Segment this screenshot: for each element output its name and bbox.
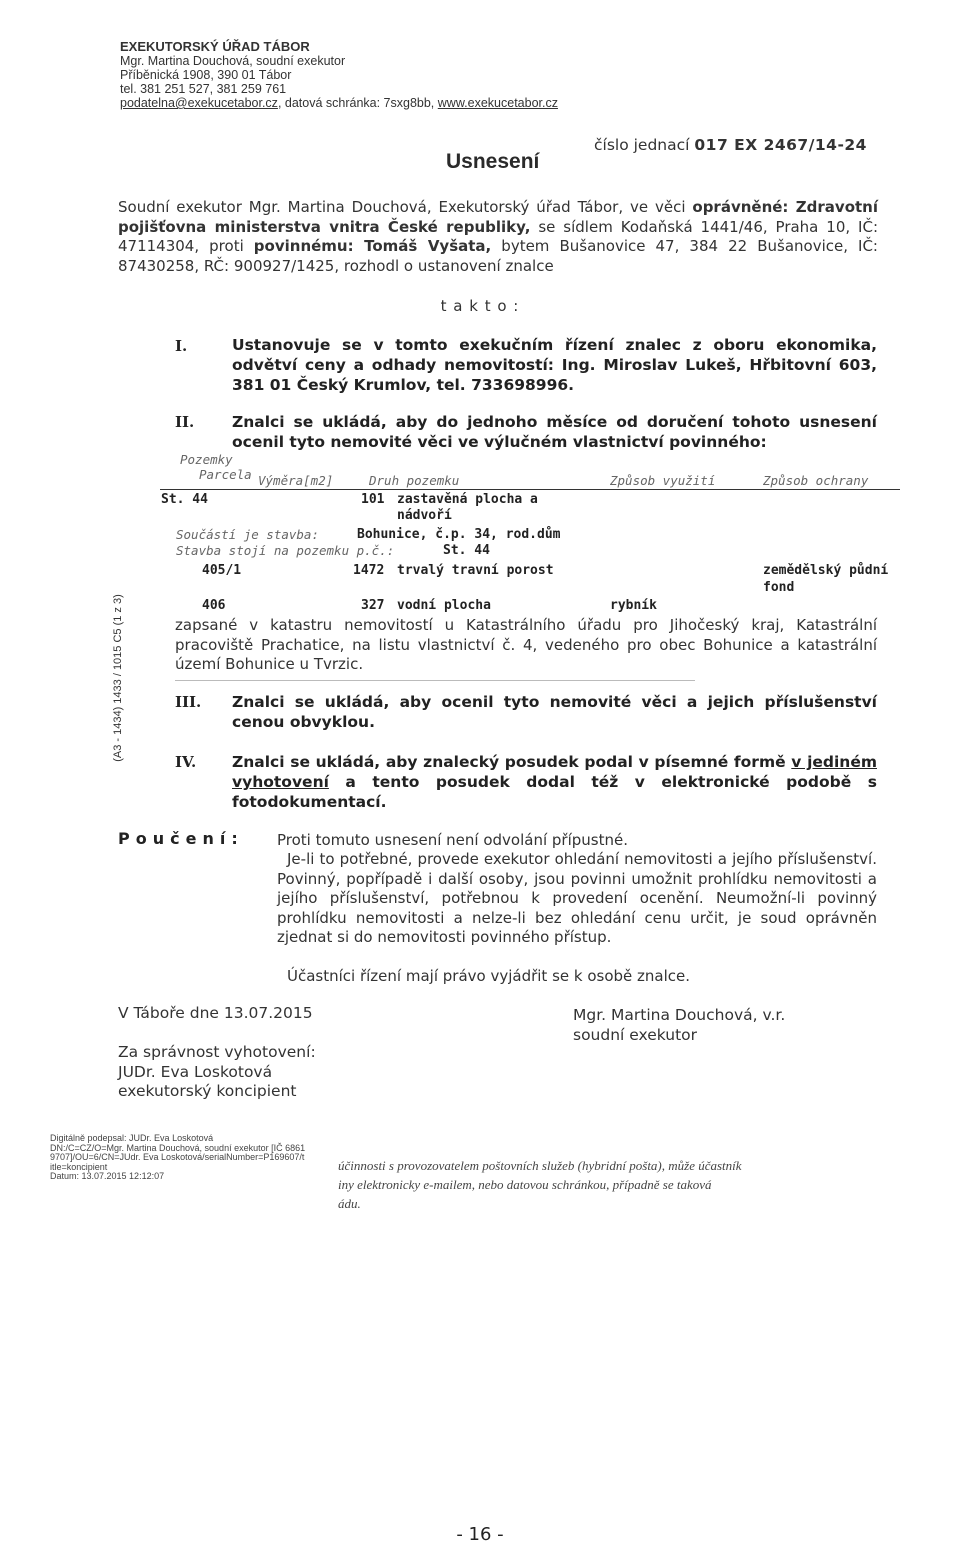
row2-type: trvalý travní porost xyxy=(397,563,554,578)
intro-text-2: se sídlem Kodaňská 1441/46, Praha 10, IČ: 47114304, proti xyxy=(118,217,878,255)
point-2-number: II. xyxy=(175,413,195,431)
reference-label: číslo jednací xyxy=(594,136,695,154)
row1-type-cont: nádvoří xyxy=(397,508,452,523)
row2-area: 1472 xyxy=(353,563,385,578)
row1-note2-value: St. 44 xyxy=(443,543,490,558)
takto-heading: t a k t o : xyxy=(440,297,520,315)
row1-type: zastavěná plocha a xyxy=(397,492,538,507)
footer-note-2: iny elektronicky e-mailem, nebo datovou schránkou, případně se taková xyxy=(338,1177,712,1192)
footer-note-1: účinnosti s provozovatelem poštovních služeb (hybridní pošta), může účastník xyxy=(338,1158,742,1173)
office-address: Příběnická 1908, 390 01 Tábor xyxy=(120,68,292,82)
point-4-underlined: v jediném vyhotovení xyxy=(232,753,877,791)
col-ochrana: Způsob ochrany xyxy=(763,473,869,488)
row2-protection-cont: fond xyxy=(763,580,795,595)
databox-text: , datová schránka: 7sxg8bb, xyxy=(277,96,438,110)
dsig-line-2: DN:/C=CZ/O=Mgr. Martina Douchová, soudní exekutor [IČ 6861 xyxy=(50,1142,306,1153)
dsig-line-3: 9707]/OU=6/CN=JUdr. Eva Loskotová/serialNumber=P169607/t xyxy=(50,1152,305,1162)
row1-note-label: Součástí je stavba: xyxy=(176,527,319,542)
land-section-label: Pozemky xyxy=(180,452,233,467)
row1-note2-label: Stavba stojí na pozemku p.č.: xyxy=(176,543,395,558)
divider xyxy=(175,680,695,681)
point-3-text: Znalci se ukládá, aby ocenil tyto nemovité věci a jejich příslušenství cenou obvyklou. xyxy=(232,693,877,731)
dsig-line-1: Digitálně podepsal: JUDr. Eva Loskotová xyxy=(50,1133,214,1143)
email-link[interactable]: podatelna@exekucetabor.cz xyxy=(120,96,278,110)
digital-signature xyxy=(50,1134,305,1182)
row3-parcel: 406 xyxy=(202,598,226,613)
reference-number xyxy=(594,136,867,154)
office-name: EXEKUTORSKÝ ÚŘAD TÁBOR xyxy=(120,39,310,54)
intro-debtor: povinnému: Tomáš Vyšata, xyxy=(253,237,492,255)
office-phone: tel. 381 251 527, 381 259 761 xyxy=(120,82,287,96)
point-4-number: IV. xyxy=(175,753,197,771)
point-4-text xyxy=(232,752,877,812)
point-1-number: I. xyxy=(175,337,188,355)
contact-line xyxy=(120,96,558,110)
dsig-line-4: itle=koncipient xyxy=(50,1161,108,1172)
row1-area: 101 xyxy=(361,492,385,507)
web-link[interactable]: www.exekucetabor.cz xyxy=(437,96,558,110)
point-4-part-a: Znalci se ukládá, aby znalecký posudek podal v písemné formě xyxy=(232,753,792,771)
dsig-line-5: Datum: 13.07.2015 12:12:07 xyxy=(50,1171,165,1181)
footer-note xyxy=(338,1156,878,1213)
executor-role: soudní exekutor xyxy=(573,1026,698,1044)
intro-creditor: oprávněné: Zdravotní pojišťovna ministerstva vnitra České republiky, xyxy=(118,198,878,236)
pouceni-paragraph: Je-li to potřebné, provede exekutor ohledání nemovitosti a jejího příslušenství. Povinný, popřípadě i další osoby, jsou povinni umožnit prohlídku nemovitosti a jejího příslušenství, potřebnou k provedení ocenění. Neumožní-li povinný prohlídku nemovitosti a nelze-li bez ohledání cenu určit, je soud oprávněn zjednat si do nemovitosti povinného přístup. xyxy=(277,850,877,946)
executor-name: Mgr. Martina Douchová, soudní exekutor xyxy=(120,54,346,68)
row3-type: vodní plocha xyxy=(397,598,491,613)
table-header-rule xyxy=(160,489,900,490)
row2-protection: zemědělský půdní xyxy=(763,563,889,578)
point-2-text: Znalci se ukládá, aby do jednoho měsíce od doručení tohoto usnesení ocenil tyto nemovité věci ve výlučném vlastnictví povinného: xyxy=(232,413,877,451)
executor-signature: Mgr. Martina Douchová, v.r. xyxy=(573,1006,786,1024)
document-title: Usnesení xyxy=(446,150,540,173)
cadastre-text: zapsané v katastru nemovitostí u Katastrálního úřadu pro Jihočeský kraj, Katastrální pracoviště Prachatice, na listu vlastnictví č. 4, vedeného pro obec Bohunice a katastrální území Bohunice u Tvrzic. xyxy=(175,616,877,673)
col-parcela: Parcela xyxy=(199,467,252,482)
row2-parcel: 405/1 xyxy=(202,563,242,578)
place-date: V Táboře dne 13.07.2015 xyxy=(118,1004,313,1022)
point-3-number: III. xyxy=(175,693,202,711)
col-vyuziti: Způsob využití xyxy=(610,473,716,488)
pouceni-line-1: Proti tomuto usnesení není odvolání přípustné. xyxy=(277,831,628,849)
row1-note-value: Bohunice, č.p. 34, rod.dům xyxy=(357,527,561,542)
point-1-text: Ustanovuje se v tomto exekučním řízení znalec z oboru ekonomika, odvětví ceny a odhady nemovitostí: Ing. Miroslav Lukeš, Hřbitovní 603, 381 01 Český Krumlov, tel. 733698996. xyxy=(232,336,877,394)
page-number: - 16 - xyxy=(456,1524,504,1545)
pouceni-line-3: Účastníci řízení mají právo vyjádřit se k osobě znalce. xyxy=(287,967,691,985)
col-druh: Druh pozemku xyxy=(369,473,460,488)
correctness-label: Za správnost vyhotovení: xyxy=(118,1043,316,1061)
side-stamp: (A3 - 1434) 1433 / 1015 C5 (1 z 3) xyxy=(112,594,124,762)
intro-paragraph xyxy=(118,198,878,276)
row1-parcel: St. 44 xyxy=(161,492,208,507)
intro-text-3: bytem Bušanovice 47, 384 22 Bušanovice, IČ: 87430258, RČ: 900927/1425, rozhodl o ustanovení znalce xyxy=(118,237,878,275)
row3-use: rybník xyxy=(610,598,657,613)
pouceni-label: Poučení: xyxy=(118,829,244,848)
col-vymera: Výměra[m2] xyxy=(258,473,334,488)
intro-text-1: Soudní exekutor Mgr. Martina Douchová, Exekutorský úřad Tábor, ve věci xyxy=(118,198,693,216)
clerk-name: JUDr. Eva Loskotová xyxy=(118,1063,273,1081)
clerk-role: exekutorský koncipient xyxy=(118,1082,297,1100)
footer-note-3: ádu. xyxy=(338,1196,361,1211)
point-4-part-b: a tento posudek dodal též v elektronické podobě s fotodokumentací. xyxy=(232,773,877,811)
reference-value: 017 EX 2467/14-24 xyxy=(694,136,867,154)
row3-area: 327 xyxy=(361,598,385,613)
office-header xyxy=(120,40,558,110)
